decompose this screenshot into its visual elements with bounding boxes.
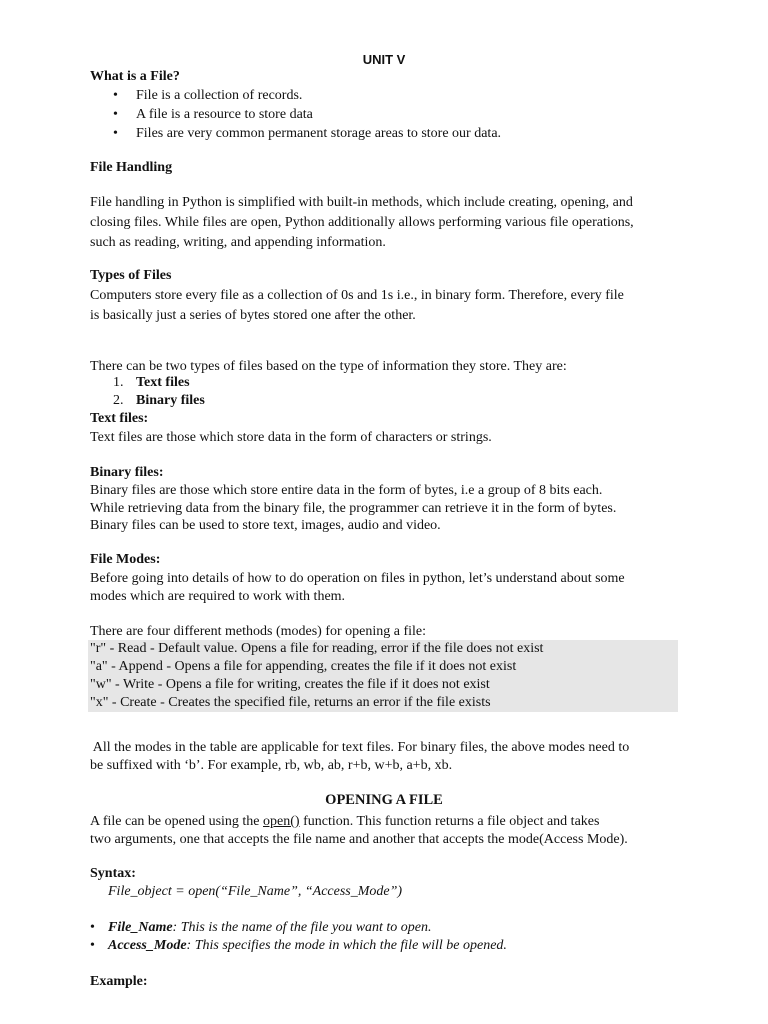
bullet-item: • File is a collection of records. [117,88,302,104]
paragraph-line: Before going into details of how to do operation on files in python, let’s understand about some [90,571,625,586]
paragraph-line: be suffixed with ‘b’. For example, rb, wb, ab, r+b, w+b, a+b, xb. [90,758,453,773]
paragraph-line: While retrieving data from the binary file, the programmer can retrieve it in the form of bytes. [90,500,617,516]
types-of-files-heading: Types of Files [90,268,172,283]
syntax-heading: Syntax: [90,866,136,881]
syntax-code: File_object = open(“File_Name”, “Access_Mode”) [108,884,403,899]
paragraph-line: such as reading, writing, and appending information. [90,235,386,250]
unit-title: UNIT V [362,52,406,67]
file-handling-heading: File Handling [90,160,173,175]
param-item: • Access_Mode: This specifies the mode in which the file will be opened. [90,938,507,954]
paragraph-line: A file can be opened using the open() function. This function returns a file object and takes [90,814,600,829]
paragraph-line: Text files are those which store data in the form of characters or strings. [90,430,492,445]
bullet-item: • Files are very common permanent storage areas to store our data. [117,126,501,142]
mode-row: "a" - Append - Opens a file for appending, creates the file if it does not exist [90,659,517,674]
paragraph-line: modes which are required to work with them. [90,588,346,604]
example-heading: Example: [90,974,148,989]
numbered-item: 2. Binary files [113,393,205,408]
paragraph-line: is basically just a series of bytes stored one after the other. [90,308,416,323]
text-files-heading: Text files: [90,411,149,426]
what-is-file-heading: What is a File? [90,69,180,84]
mode-row: "r" - Read - Default value. Opens a file for reading, error if the file does not exist [90,641,544,656]
open-function-link: open() [263,814,300,829]
paragraph-line: Computers store every file as a collection of 0s and 1s i.e., in binary form. Therefore, every file [90,288,624,303]
binary-files-heading: Binary files: [90,465,164,480]
file-modes-heading: File Modes: [90,552,161,567]
paragraph-line: Binary files are those which store entire data in the form of bytes, i.e a group of 8 bits each. [90,483,603,498]
types-intro: There can be two types of files based on the type of information they store. They are: [90,359,567,374]
paragraph-line: Binary files can be used to store text, images, audio and video. [90,518,441,533]
numbered-item: 1. Text files [113,375,190,390]
opening-heading: OPENING A FILE [325,792,443,808]
mode-row: "x" - Create - Creates the specified file, returns an error if the file exists [90,695,491,710]
paragraph-line: closing files. While files are open, Python additionally allows performing various file operations, [90,215,634,230]
paragraph-line: All the modes in the table are applicable for text files. For binary files, the above modes need to [90,740,630,755]
mode-row: "w" - Write - Opens a file for writing, creates the file if it does not exist [90,677,490,692]
bullet-item: • A file is a resource to store data [117,107,313,123]
modes-intro: There are four different methods (modes) for opening a file: [90,624,426,639]
paragraph-line: two arguments, one that accepts the file name and another that accepts the mode(Access Mode). [90,832,628,847]
paragraph-line: File handling in Python is simplified with built-in methods, which include creating, opening, and [90,195,633,210]
param-item: • File_Name: This is the name of the file you want to open. [90,920,432,936]
